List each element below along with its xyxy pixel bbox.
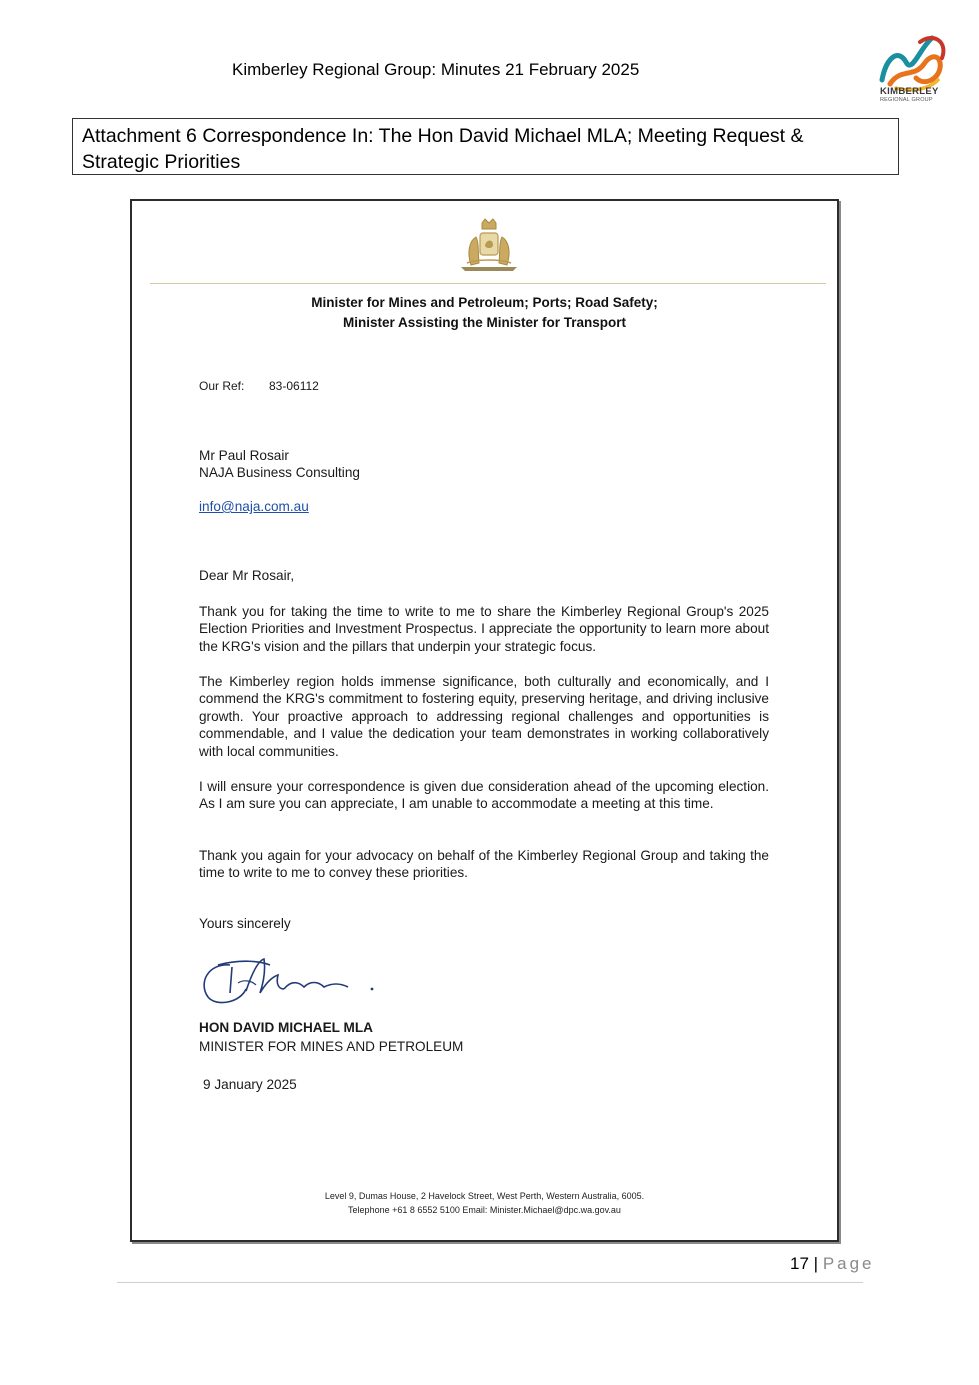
reference-label: Our Ref: — [199, 379, 245, 393]
attachment-title-line2: Strategic Priorities — [82, 151, 241, 173]
logo-subtitle: REGIONAL GROUP — [880, 97, 933, 103]
closing-phrase: Yours sincerely — [199, 916, 291, 931]
reference-line — [199, 379, 769, 393]
salutation: Dear Mr Rosair, — [199, 568, 295, 583]
footer-contact-line: Telephone +61 8 6552 5100 Email: Minister.Michael@dpc.wa.gov.au — [348, 1205, 621, 1215]
recipient-block — [199, 447, 769, 481]
body-paragraph-4: Thank you again for your advocacy on behalf of the Kimberley Regional Group and taking the time to write to me to convey these priorities. — [199, 848, 769, 881]
wa-coat-of-arms-icon — [449, 215, 529, 275]
recipient-name: Mr Paul Rosair — [199, 448, 289, 463]
footer-divider — [117, 1282, 863, 1283]
recipient-organisation: NAJA Business Consulting — [199, 465, 360, 480]
logo-wordmark: KIMBERLEY — [880, 86, 939, 97]
body-paragraph-2: The Kimberley region holds immense significance, both culturally and economically, and I commend the KRG's commitment to fostering equity, preserving heritage, and driving inclusive growth. Your proactive approach to addressing regional challenges and opportunities is commendable, and I value the dedication your team demonstrates in working collaboratively with local communities. — [199, 674, 769, 759]
recipient-email-link[interactable]: info@naja.com.au — [199, 499, 309, 514]
attachment-title-line1: Attachment 6 Correspondence In: The Hon David Michael MLA; Meeting Request & — [82, 125, 804, 147]
page-number-value: 17 — [790, 1254, 809, 1273]
letter-date: 9 January 2025 — [203, 1077, 297, 1092]
page-number-separator: | — [813, 1254, 819, 1273]
document-header-title: Kimberley Regional Group: Minutes 21 February 2025 — [232, 60, 640, 79]
minister-title-line1: Minister for Mines and Petroleum; Ports; Road Safety; — [311, 295, 658, 310]
letterhead-divider — [150, 283, 826, 284]
minister-title-line2: Minister Assisting the Minister for Transport — [342, 315, 627, 330]
body-paragraph-1: Thank you for taking the time to write to me to share the Kimberley Regional Group's 2025 Election Priorities and Investment Prospectus. I appreciate the opportunity to learn more about the KRG's vision and the pillars that underpin your strategic focus. — [199, 604, 769, 654]
minister-title-heading — [132, 293, 837, 333]
page-label: Page — [822, 1254, 875, 1273]
body-paragraph-3: I will ensure your correspondence is given due consideration ahead of the upcoming election. As I am sure you can appreciate, I am unable to accommodate a meeting at this time. — [199, 779, 769, 812]
signatory-title: MINISTER FOR MINES AND PETROLEUM — [199, 1039, 464, 1054]
signatory-name: HON DAVID MICHAEL MLA — [199, 1020, 373, 1035]
handwritten-signature-icon — [200, 953, 386, 1011]
letterhead-footer-address — [132, 1189, 837, 1217]
letter-image-frame — [130, 199, 839, 1242]
footer-address-line: Level 9, Dumas House, 2 Havelock Street, West Perth, Western Australia, 6005. — [324, 1191, 645, 1201]
attachment-title-box — [72, 118, 899, 175]
reference-value: 83-06112 — [269, 379, 319, 393]
page-number — [790, 1254, 875, 1274]
